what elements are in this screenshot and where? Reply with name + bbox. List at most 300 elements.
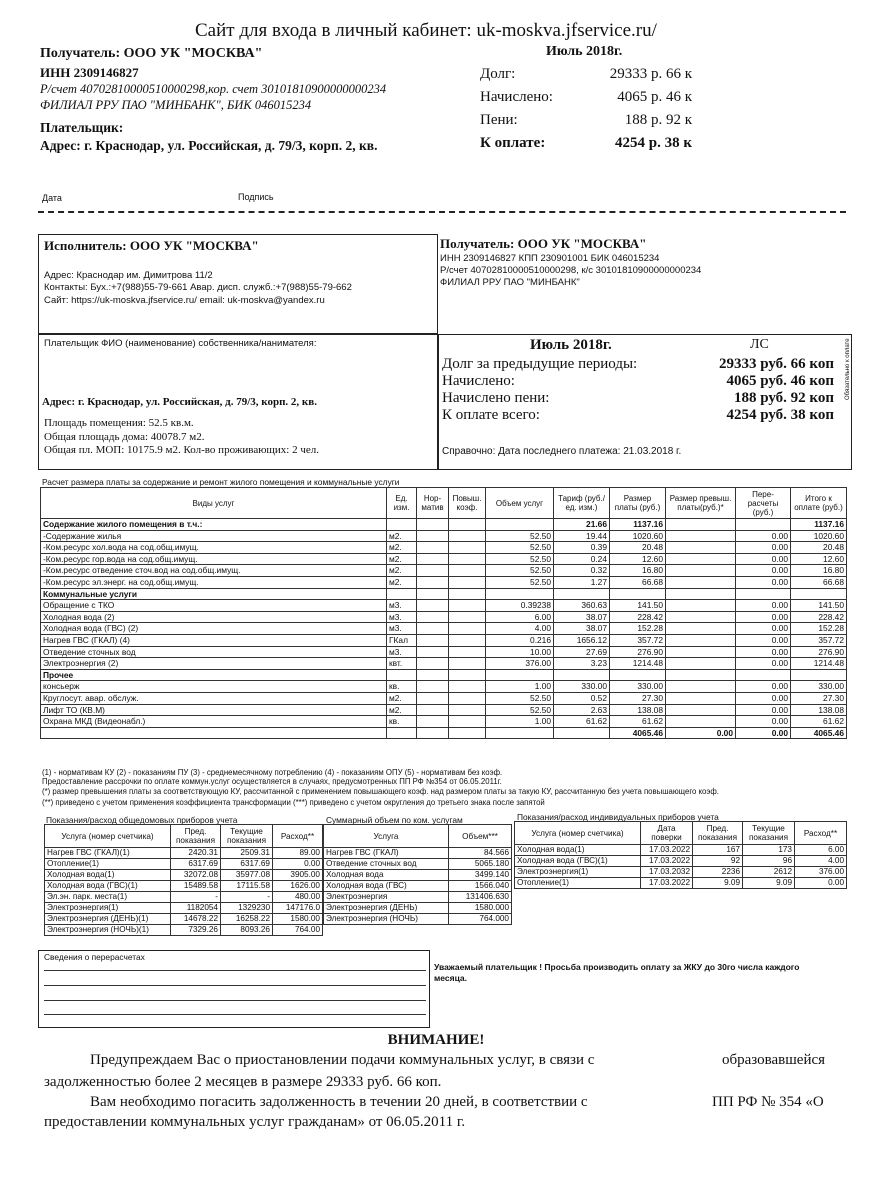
services-cell — [666, 542, 736, 554]
services-cell: -Ком.ресурс отведение сточ.вод на сод.общ.имущ. — [41, 565, 387, 577]
stub-debt-label: Долг: — [480, 66, 516, 82]
common-volume-cell: 3499.140 — [449, 870, 512, 881]
services-cell — [417, 704, 449, 716]
common-meters-header-1: Пред. показания — [171, 825, 221, 848]
common-meters-cell: Отопление(1) — [45, 859, 171, 870]
services-cell: Электроэнергия (2) — [41, 658, 387, 670]
services-cell: м3. — [387, 646, 417, 658]
indiv-meters-cell: 167 — [693, 845, 743, 856]
services-cell: 1137.16 — [791, 519, 847, 531]
payer-house-area: Общая площадь дома: 40078.7 м2. — [44, 431, 205, 443]
services-cell: 138.08 — [791, 704, 847, 716]
services-cell — [666, 669, 736, 681]
payer-area: Площадь помещения: 52.5 кв.м. — [44, 417, 194, 429]
services-cell: 16.80 — [791, 565, 847, 577]
services-cell: 357.72 — [610, 634, 666, 646]
services-row — [41, 623, 847, 635]
services-cell: 138.08 — [610, 704, 666, 716]
stub-accrued-value: 4065 р. 46 к — [617, 89, 692, 105]
services-cell: Лифт ТО (КВ.М) — [41, 704, 387, 716]
services-cell: кв. — [387, 681, 417, 693]
common-volume-cell: Нагрев ГВС (ГКАЛ) — [324, 848, 449, 859]
warning-title: ВНИМАНИЕ! — [387, 1032, 485, 1048]
services-cell — [449, 565, 486, 577]
warning-line-2: задолженностью более 2 месяцев в размере 29333 руб. 66 коп. — [44, 1074, 442, 1090]
recipient2-line1: ИНН 2309146827 КПП 230901001 БИК 046015234 — [440, 253, 660, 264]
services-row — [41, 600, 847, 612]
indiv-meters-title: Показания/расход индивидуальных приборов учета — [517, 812, 719, 822]
common-meters-table — [44, 824, 323, 936]
services-cell: Круглосут. авар. обслуж. — [41, 692, 387, 704]
services-cell: м3. — [387, 623, 417, 635]
services-cell: -Ком.ресурс гор.вода на сод.общ.имущ. — [41, 553, 387, 565]
services-cell: 0.00 — [736, 658, 791, 670]
common-volume-row — [324, 870, 512, 881]
common-meters-cell: 6317.69 — [221, 859, 273, 870]
indiv-meters-cell: 4.00 — [795, 856, 847, 867]
services-cell: 0.00 — [736, 681, 791, 693]
common-meters-cell: 1626.00 — [273, 881, 323, 892]
indiv-meters-header-0: Услуга (номер счетчика) — [515, 822, 641, 845]
services-row — [41, 519, 847, 531]
summary-total-label: К оплате всего: — [442, 407, 540, 423]
recalc-line-3 — [44, 1000, 426, 1001]
common-meters-title: Показания/расход общедомовых приборов учета — [46, 815, 238, 825]
common-meters-cell: 8093.26 — [221, 925, 273, 936]
services-cell: 52.50 — [486, 692, 554, 704]
services-cell: 61.62 — [554, 716, 610, 728]
services-cell — [449, 658, 486, 670]
services-cell: 0.00 — [736, 600, 791, 612]
services-cell: 1020.60 — [791, 530, 847, 542]
indiv-meters-cell: 9.09 — [693, 878, 743, 889]
common-meters-cell: 3905.00 — [273, 870, 323, 881]
services-cell: 1.00 — [486, 681, 554, 693]
services-cell: -Ком.ресурс хол.вода на сод.общ.имущ. — [41, 542, 387, 554]
services-cell — [417, 519, 449, 531]
summary-month: Июль 2018г. — [530, 337, 612, 353]
services-row — [41, 530, 847, 542]
services-cell: Охрана МКД (Видеонабл.) — [41, 716, 387, 728]
common-meters-cell: Холодная вода(1) — [45, 870, 171, 881]
services-row — [41, 565, 847, 577]
services-cell — [417, 600, 449, 612]
services-cell — [449, 623, 486, 635]
services-cell: 0.00 — [736, 716, 791, 728]
services-cell — [554, 727, 610, 739]
indiv-meters-cell: Электроэнергия(1) — [515, 867, 641, 878]
services-cell — [666, 600, 736, 612]
services-cell — [666, 611, 736, 623]
common-meters-cell: 1182054 — [171, 903, 221, 914]
services-row — [41, 716, 847, 728]
services-cell — [666, 553, 736, 565]
site-title: Сайт для входа в личный кабинет: uk-moskva.jfservice.ru/ — [195, 20, 657, 41]
indiv-meters-row — [515, 856, 847, 867]
warning-line-1-right: образовавшейся — [722, 1052, 826, 1068]
common-meters-cell: 147176.0 — [273, 903, 323, 914]
recipient-title: Получатель: ООО УК "МОСКВА" — [40, 46, 263, 61]
indiv-meters-cell: 17.03.2022 — [641, 856, 693, 867]
common-meters-cell: 2509.31 — [221, 848, 273, 859]
services-cell: м2. — [387, 565, 417, 577]
stub-month: Июль 2018г. — [546, 44, 623, 59]
services-cell — [449, 692, 486, 704]
services-cell — [417, 727, 449, 739]
services-cell: 0.32 — [554, 565, 610, 577]
payer-fio-label: Плательщик ФИО (наименование) собственника/нанимателя: — [44, 338, 317, 349]
individual-meters-table — [514, 821, 847, 889]
services-cell: 357.72 — [791, 634, 847, 646]
services-cell: 12.60 — [791, 553, 847, 565]
services-cell: 61.62 — [610, 716, 666, 728]
services-cell: 152.28 — [610, 623, 666, 635]
common-volume-row — [324, 848, 512, 859]
common-volume-header-1: Объем*** — [449, 825, 512, 848]
stub-topay-value: 4254 р. 38 к — [615, 135, 692, 151]
services-table — [40, 487, 847, 739]
services-cell — [666, 623, 736, 635]
indiv-meters-cell: 2236 — [693, 867, 743, 878]
services-cell — [736, 669, 791, 681]
note-2: Предоставление рассрочки по оплате коммун.услуг осуществляется в случаях, предусмотренных ПП РФ №354 от 06.05.2011г. — [42, 777, 502, 786]
services-cell: 0.00 — [736, 623, 791, 635]
services-cell — [666, 530, 736, 542]
summary-prev-debt-value: 29333 руб. 66 коп — [718, 356, 834, 372]
services-cell: 0.00 — [666, 727, 736, 739]
services-cell: 1137.16 — [610, 519, 666, 531]
services-row — [41, 634, 847, 646]
services-cell — [666, 704, 736, 716]
summary-prev-debt-label: Долг за предыдущие периоды: — [442, 356, 638, 372]
services-header-2: Нор-матив — [417, 488, 449, 519]
services-cell — [486, 588, 554, 600]
indiv-meters-cell: Отопление(1) — [515, 878, 641, 889]
date-label: Дата — [42, 193, 62, 203]
services-cell: 0.00 — [736, 565, 791, 577]
common-meters-header-2: Текущие показания — [221, 825, 273, 848]
services-cell — [449, 611, 486, 623]
services-cell — [449, 669, 486, 681]
services-cell — [486, 669, 554, 681]
services-cell: м2. — [387, 553, 417, 565]
services-cell: ГКал — [387, 634, 417, 646]
services-cell — [417, 553, 449, 565]
executor-title: Исполнитель: ООО УК "МОСКВА" — [44, 238, 259, 253]
services-cell: 276.90 — [791, 646, 847, 658]
services-cell — [387, 727, 417, 739]
services-row — [41, 611, 847, 623]
recalc-line-1 — [44, 970, 426, 971]
services-cell — [449, 576, 486, 588]
indiv-meters-cell: Холодная вода(1) — [515, 845, 641, 856]
indiv-meters-header-2: Пред. показания — [693, 822, 743, 845]
payer-mop: Общая пл. МОП: 10175.9 м2. Кол-во проживающих: 2 чел. — [44, 444, 319, 456]
common-volume-row — [324, 881, 512, 892]
cut-line — [38, 211, 846, 213]
common-meters-cell: Холодная вода (ГВС)(1) — [45, 881, 171, 892]
stub-penalty-value: 188 р. 92 к — [624, 112, 692, 128]
warning-line-4: предоставлении коммунальных услуг гражданам» от 06.05.2011 г. — [44, 1114, 466, 1130]
services-cell: 16.80 — [610, 565, 666, 577]
services-cell: 228.42 — [610, 611, 666, 623]
services-cell: 1656.12 — [554, 634, 610, 646]
services-cell: Холодная вода (ГВС) (2) — [41, 623, 387, 635]
services-cell — [387, 519, 417, 531]
note-1: (1) - нормативам КУ (2) - показаниям ПУ (3) - среднемесячному потреблению (4) - показаниям ОПУ (5) - нормативам без коэф. — [42, 768, 503, 777]
summary-penalty-value: 188 руб. 92 коп — [733, 390, 834, 406]
services-cell: м3. — [387, 600, 417, 612]
summary-ls: ЛС — [750, 337, 769, 352]
services-cell: 228.42 — [791, 611, 847, 623]
common-meters-cell: 0.00 — [273, 859, 323, 870]
common-volume-cell: 1566.040 — [449, 881, 512, 892]
services-cell — [666, 716, 736, 728]
services-cell — [449, 600, 486, 612]
indiv-meters-cell: 0.00 — [795, 878, 847, 889]
services-cell — [449, 519, 486, 531]
services-cell — [666, 588, 736, 600]
services-cell: 360.63 — [554, 600, 610, 612]
services-cell — [449, 542, 486, 554]
note-3: (*) размер превышения платы за соответствующую КУ, рассчитанной с применением повышающего коэф. над размером платы за такую КУ, рассчитанную без учета повышающего коэф. — [42, 787, 719, 796]
indiv-meters-cell: 2612 — [743, 867, 795, 878]
recalc-line-4 — [44, 1014, 426, 1015]
services-cell — [417, 658, 449, 670]
common-meters-row — [45, 870, 323, 881]
services-cell: 12.60 — [610, 553, 666, 565]
services-cell: 330.00 — [554, 681, 610, 693]
services-row — [41, 553, 847, 565]
services-cell — [449, 704, 486, 716]
payment-request: Уважаемый плательщик ! Просьба производить оплату за ЖКУ до 30го числа каждого месяца. — [434, 962, 800, 983]
services-cell: 1214.48 — [610, 658, 666, 670]
services-cell — [554, 588, 610, 600]
services-cell — [41, 727, 387, 739]
services-cell: 0.00 — [736, 692, 791, 704]
common-meters-header-3: Расход** — [273, 825, 323, 848]
common-volume-cell: 764.000 — [449, 914, 512, 925]
services-cell: м3. — [387, 611, 417, 623]
services-cell: 0.216 — [486, 634, 554, 646]
services-cell: 0.39238 — [486, 600, 554, 612]
indiv-meters-cell: 9.09 — [743, 878, 795, 889]
services-cell: 0.24 — [554, 553, 610, 565]
indiv-meters-cell: 173 — [743, 845, 795, 856]
common-volume-row — [324, 892, 512, 903]
services-cell — [449, 716, 486, 728]
services-cell — [666, 692, 736, 704]
services-cell — [486, 727, 554, 739]
stub-topay-label: К оплате: — [480, 135, 546, 151]
recipient2-title: Получатель: ООО УК "МОСКВА" — [440, 236, 647, 251]
indiv-meters-cell: 6.00 — [795, 845, 847, 856]
services-header-8: Пере-расчеты (руб.) — [736, 488, 791, 519]
services-cell — [666, 646, 736, 658]
services-cell: 27.30 — [610, 692, 666, 704]
services-cell — [417, 669, 449, 681]
common-meters-cell: 17115.58 — [221, 881, 273, 892]
account-line: Р/счет 40702810000510000298,кор. счет 30101810900000000234 — [40, 82, 387, 96]
sign-label: Подпись — [238, 192, 274, 202]
stub-debt-value: 29333 р. 66 к — [609, 66, 692, 82]
common-meters-cell: 2420.31 — [171, 848, 221, 859]
services-cell: Прочее — [41, 669, 387, 681]
services-row — [41, 692, 847, 704]
services-cell — [736, 588, 791, 600]
services-cell: 38.07 — [554, 623, 610, 635]
services-cell — [486, 519, 554, 531]
services-cell — [417, 634, 449, 646]
services-cell: Нагрев ГВС (ГКАЛ) (4) — [41, 634, 387, 646]
services-cell: м2. — [387, 576, 417, 588]
services-cell: квт. — [387, 658, 417, 670]
services-cell — [666, 565, 736, 577]
services-cell: 0.00 — [736, 646, 791, 658]
common-volume-title: Суммарный объем по ком. услугам — [326, 815, 463, 825]
services-row — [41, 704, 847, 716]
common-volume-cell: 1580.000 — [449, 903, 512, 914]
common-meters-cell: 6317.69 — [171, 859, 221, 870]
common-meters-row — [45, 914, 323, 925]
indiv-meters-cell: 92 — [693, 856, 743, 867]
services-row — [41, 646, 847, 658]
services-cell — [449, 553, 486, 565]
common-volume-cell: 84.566 — [449, 848, 512, 859]
common-volume-cell: 131406.630 — [449, 892, 512, 903]
indiv-meters-cell: 17.03.2022 — [641, 878, 693, 889]
indiv-meters-cell: Холодная вода (ГВС)(1) — [515, 856, 641, 867]
common-meters-row — [45, 892, 323, 903]
common-meters-cell: 1329230 — [221, 903, 273, 914]
indiv-meters-cell: 376.00 — [795, 867, 847, 878]
common-volume-header-0: Услуга — [324, 825, 449, 848]
services-cell: 376.00 — [486, 658, 554, 670]
services-cell — [736, 519, 791, 531]
common-meters-cell: 764.00 — [273, 925, 323, 936]
services-cell: м2. — [387, 542, 417, 554]
services-row — [41, 681, 847, 693]
services-cell: 3.23 — [554, 658, 610, 670]
services-cell — [449, 634, 486, 646]
services-cell: Коммунальные услуги — [41, 588, 387, 600]
common-volume-cell: Отведение сточных вод — [324, 859, 449, 870]
common-volume-cell: 5065.180 — [449, 859, 512, 870]
services-header-7: Размер превыш. платы(руб.)* — [666, 488, 736, 519]
services-header-4: Объем услуг — [486, 488, 554, 519]
services-cell: кв. — [387, 716, 417, 728]
services-cell: 52.50 — [486, 530, 554, 542]
services-cell: м2. — [387, 692, 417, 704]
services-cell — [554, 669, 610, 681]
services-cell — [417, 542, 449, 554]
common-meters-cell: 7329.26 — [171, 925, 221, 936]
indiv-meters-cell: 17.03.2032 — [641, 867, 693, 878]
services-row — [41, 588, 847, 600]
common-meters-cell: 32072.08 — [171, 870, 221, 881]
executor-contacts: Контакты: Бух.:+7(988)55-79-661 Авар. дисп. служб.:+7(988)55-79-662 — [44, 282, 352, 293]
services-cell: 330.00 — [610, 681, 666, 693]
services-header-9: Итого к оплате (руб.) — [791, 488, 847, 519]
services-cell — [417, 716, 449, 728]
services-cell: Обращение с ТКО — [41, 600, 387, 612]
common-meters-row — [45, 848, 323, 859]
bank-line: ФИЛИАЛ РРУ ПАО "МИНБАНК", БИК 046015234 — [40, 98, 312, 112]
services-cell: 0.00 — [736, 727, 791, 739]
common-meters-cell: 1580.00 — [273, 914, 323, 925]
common-volume-row — [324, 859, 512, 870]
services-cell: 52.50 — [486, 542, 554, 554]
executor-address: Адрес: Краснодар им. Димитрова 11/2 — [44, 270, 213, 281]
common-meters-row — [45, 903, 323, 914]
services-cell — [666, 681, 736, 693]
indiv-meters-cell: 96 — [743, 856, 795, 867]
payer-label: Плательщик: — [40, 120, 124, 135]
services-cell: 61.62 — [791, 716, 847, 728]
services-cell: 0.39 — [554, 542, 610, 554]
services-cell: 52.50 — [486, 553, 554, 565]
services-cell — [666, 658, 736, 670]
services-cell: 52.50 — [486, 704, 554, 716]
services-cell — [417, 623, 449, 635]
services-cell: 52.50 — [486, 576, 554, 588]
common-volume-cell: Электроэнергия — [324, 892, 449, 903]
services-cell — [449, 530, 486, 542]
services-row — [41, 727, 847, 739]
common-meters-cell: 89.00 — [273, 848, 323, 859]
services-header-0: Виды услуг — [41, 488, 387, 519]
services-header-5: Тариф (руб./ед. изм.) — [554, 488, 610, 519]
services-row — [41, 576, 847, 588]
services-header-3: Повыш. коэф. — [449, 488, 486, 519]
common-meters-cell: 35977.08 — [221, 870, 273, 881]
vertical-note: Обязательно к оплате — [845, 338, 851, 400]
common-volume-cell: Электроэнергия (ДЕНЬ) — [324, 903, 449, 914]
warning-line-3-right: ПП РФ № 354 «О — [712, 1094, 824, 1110]
services-cell: 0.00 — [736, 704, 791, 716]
services-cell — [449, 681, 486, 693]
services-cell: 38.07 — [554, 611, 610, 623]
services-cell — [417, 681, 449, 693]
services-cell: 330.00 — [791, 681, 847, 693]
common-meters-cell: Нагрев ГВС (ГКАЛ)(1) — [45, 848, 171, 859]
services-cell: Содержание жилого помещения в т.ч.: — [41, 519, 387, 531]
services-cell: 0.00 — [736, 542, 791, 554]
payer-address: Адрес: г. Краснодар, ул. Российская, д. 79/3, корп. 2, кв. — [40, 138, 378, 153]
warning-line-3: Вам необходимо погасить задолженность в течении 20 дней, в соответствии с — [90, 1094, 588, 1110]
services-cell: 66.68 — [791, 576, 847, 588]
services-cell: 0.00 — [736, 530, 791, 542]
services-cell — [449, 588, 486, 600]
common-meters-cell: - — [171, 892, 221, 903]
services-cell — [417, 565, 449, 577]
summary-total-value: 4254 руб. 38 коп — [726, 407, 834, 423]
indiv-meters-header-1: Дата поверки — [641, 822, 693, 845]
indiv-meters-header-3: Текущие показания — [743, 822, 795, 845]
services-cell — [610, 588, 666, 600]
services-cell — [417, 692, 449, 704]
services-row — [41, 669, 847, 681]
recipient2-line3: ФИЛИАЛ РРУ ПАО "МИНБАНК" — [440, 277, 580, 288]
services-cell — [666, 576, 736, 588]
executor-site: Сайт: https://uk-moskva.jfservice.ru/ email: uk-moskva@yandex.ru — [44, 295, 325, 306]
note-4: (**) приведено с учетом применения коэффициента трансформации (***) приведено с учетом округления до третьего знака после запятой — [42, 798, 545, 807]
services-cell: 141.50 — [791, 600, 847, 612]
indiv-meters-row — [515, 878, 847, 889]
summary-accrued-label: Начислено: — [442, 373, 515, 389]
services-cell: 152.28 — [791, 623, 847, 635]
services-cell — [387, 669, 417, 681]
